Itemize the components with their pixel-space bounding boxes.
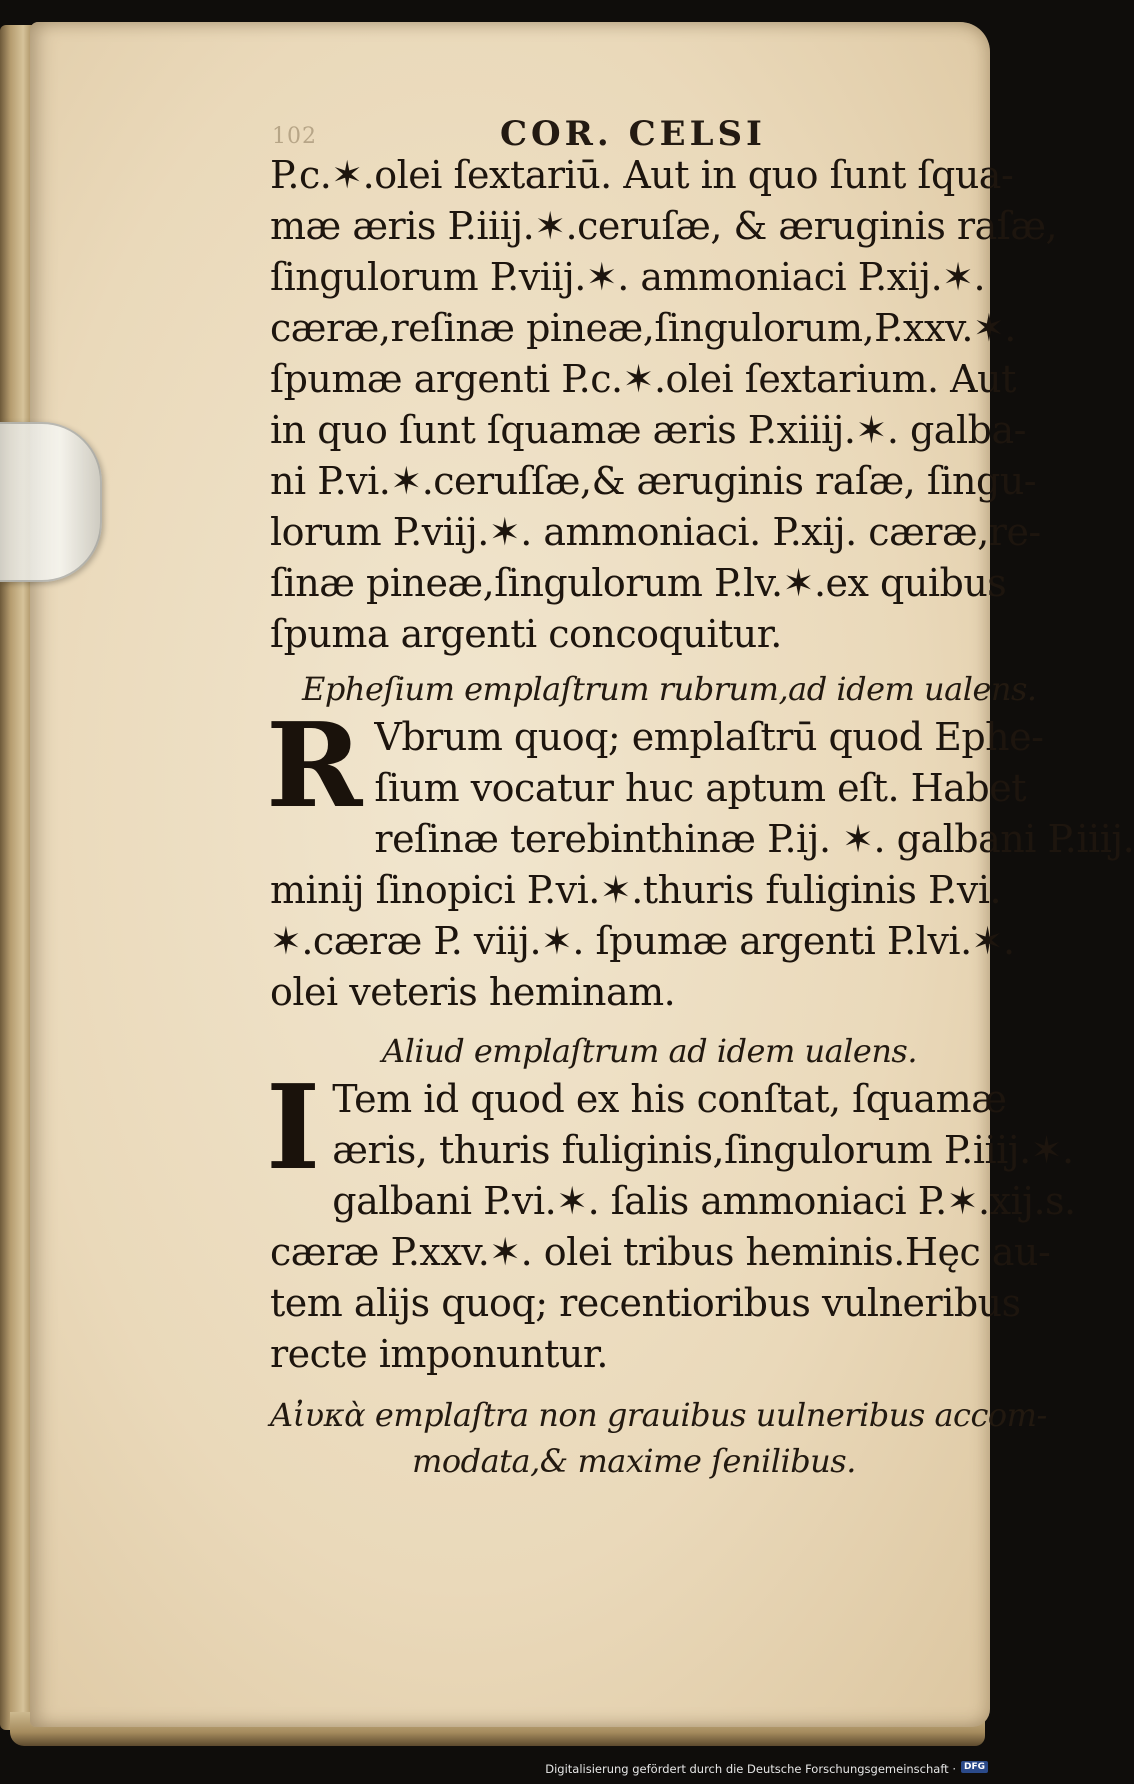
text-block xyxy=(266,150,1134,1484)
text-line: ſpumæ argenti P.c.✶.olei ſextarium. Aut xyxy=(270,357,1016,401)
text-line: galbani P.vi.✶. ſalis ammoniaci P.✶.xij.s. xyxy=(332,1179,1076,1223)
text-line: reſinæ terebinthinæ P.ij. ✶. galbani P.iiij. xyxy=(374,817,1134,861)
text-line: ſium vocatur huc aptum eſt. Habet xyxy=(374,766,1026,810)
running-head: COR. CELSI xyxy=(500,114,766,154)
page-number: 102 xyxy=(272,124,317,149)
text-line: Vbrum quoq; emplaſtrū quod Ephe- xyxy=(374,715,1044,759)
dfg-logo: DFG xyxy=(961,1761,988,1773)
section-heading: Aliud emplaſtrum ad idem ualens. xyxy=(382,1032,918,1070)
book-clip xyxy=(0,422,102,582)
digitization-credit: Digitalisierung gefördert durch die Deutsche Forschungsgemeinschaft · xyxy=(545,1762,956,1776)
text-line: cæræ,reſinæ pineæ,ſingulorum,P.xxv.✶. xyxy=(270,306,1016,350)
text-line: cæræ P.xxv.✶. olei tribus heminis.Hęc au- xyxy=(270,1230,1051,1274)
drop-cap: I xyxy=(266,1060,321,1196)
text-line: minij ſinopici P.vi.✶.thuris fuliginis P.vi. xyxy=(270,868,1002,912)
text-line: P.c.✶.olei ſextariū. Aut in quo ſunt ſqua- xyxy=(270,153,1014,197)
text-line: ſingulorum P.viij.✶. ammoniaci P.xij.✶. xyxy=(270,255,986,299)
text-line: ✶.cæræ P. viij.✶. ſpumæ argenti P.lvi.✶. xyxy=(270,919,1015,963)
section-heading: modata,& maxime ſenilibus. xyxy=(412,1442,856,1480)
text-line: ſinæ pineæ,ſingulorum P.lv.✶.ex quibus xyxy=(270,561,1007,605)
text-line: recte imponuntur. xyxy=(270,1332,608,1376)
text-line: ni P.vi.✶.ceruſſæ,& æruginis raſæ, ſingu- xyxy=(270,459,1037,503)
drop-cap: R xyxy=(266,698,363,834)
text-line: in quo ſunt ſquamæ æris P.xiiij.✶. galba- xyxy=(270,408,1026,452)
text-line: tem alijs quoq; recentioribus vulneribus xyxy=(270,1281,1021,1325)
section-heading: Epheſium emplaſtrum rubrum,ad idem ualens. xyxy=(302,670,1037,708)
paragraph-3-cont xyxy=(270,1176,1076,1380)
text-line: olei veteris heminam. xyxy=(270,970,676,1014)
section-heading: Aἰυκὰ emplaſtra non grauibus uulneribus accom- xyxy=(270,1396,1047,1434)
paragraph-2 xyxy=(266,698,1044,834)
paragraph-2-cont xyxy=(270,814,1134,1018)
paragraph-3 xyxy=(266,1060,1074,1196)
paragraph-1 xyxy=(270,150,1058,660)
text-line: Tem id quod ex his conſtat, ſquamæ xyxy=(332,1077,1007,1121)
text-line: lorum P.viij.✶. ammoniaci. P.xij. cæræ,re- xyxy=(270,510,1041,554)
text-line: ſpuma argenti concoquitur. xyxy=(270,612,782,656)
text-line: mæ æris P.iiij.✶.ceruſæ, & æruginis raſæ, xyxy=(270,204,1058,248)
text-line: æris, thuris fuliginis,ſingulorum P.iiij.✶. xyxy=(332,1128,1074,1172)
